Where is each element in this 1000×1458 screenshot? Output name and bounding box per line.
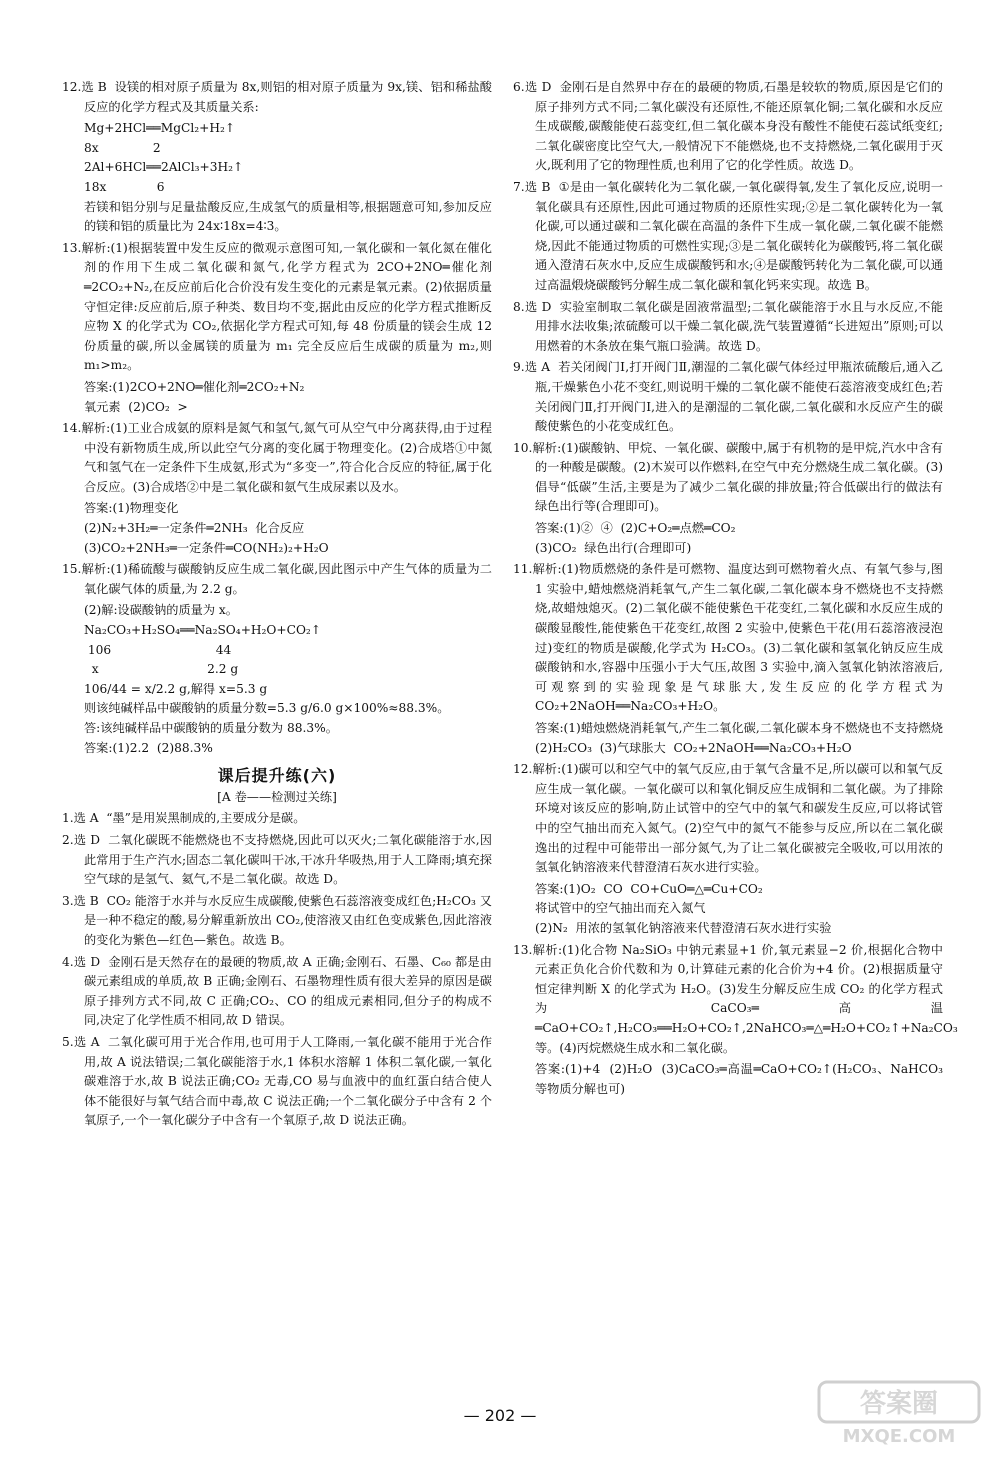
answer-a10: 10.解析:(1)碳酸钠、甲烷、一氧化碳、碳酸中,属于有机物的是甲烷,汽水中含有的一种酸是碳酸。(2)木炭可以作燃料,在空气中充分燃烧生成二氧化碳。(3)倡导“低碳”生活,主要是为了减少二氧化碳的排放量;符合低碳出行的做法有绿色出行等(合理即可)。 [513,440,943,514]
equation-line: 2Al+6HCl══2AlCl₃+3H₂↑ [84,160,244,175]
equation-line: Mg+2HCl══MgCl₂+H₂↑ [84,121,236,136]
answer-a4: 4.选 D 金刚石是天然存在的最硬的物质,故 A 正确;金刚石、石墨、C₆₀ 都是由碳元素组成的单质,故 B 正确;金刚石、石墨物理性质有很大差异的原因是碳原子排列方式不同,故 C 正确;CO₂、CO 的组成元素相同,但分子的构成不同,决定了化学性质不相同,故 D 错误。 [62,954,492,1028]
answer-a12-key: (2)N₂ 用浓的氢氧化钠溶液来代替澄清石灰水进行实验 [535,920,832,935]
answer-15: 15.解析:(1)稀硫酸与碳酸钠反应生成二氧化碳,因此图示中产生气体的质量为二氧化碳气体的质量,为 2.2 g。 [62,562,492,596]
equation-line: 8x 2 [84,140,161,155]
answer-15-step: 则该纯碱样品中碳酸钠的质量分数=5.3 g/6.0 g×100%≈88.3%。 [84,701,450,716]
answer-a11-key: 答案:(1)蜡烛燃烧消耗氧气,产生二氧化碳,二氧化碳本身不燃烧也不支持燃烧 (2)H₂CO₃ (3)气球胀大 CO₂+2NaOH══Na₂CO₃+H₂O [535,721,951,755]
answer-15-key: 答案:(1)2.2 (2)88.3% [84,740,213,755]
answer-a13: 13.解析:(1)化合物 Na₂SiO₃ 中钠元素显+1 价,氧元素显−2 价,根据化合物中元素正负化合价代数和为 0,计算硅元素的化合价为+4 价。(2)根据质量守恒定律判断 X 的化学式为 H₂O。(3)发生分解反应生成 CO₂ 的化学方程式为 CaCO₃═高温═CaO+CO₂↑,H₂CO₃══H₂O+CO₂↑,2NaHCO₃═△═H₂O+CO₂↑+Na₂CO₃ 等。(4)丙烷燃烧生成水和二氧化碳。 [513,942,962,1055]
answer-14-key: 答案:(1)物理变化 [84,501,179,516]
answer-14-key: (3)CO₂+2NH₃═一定条件═CO(NH₂)₂+H₂O [84,540,329,555]
answer-a10-key: 答案:(1)② ④ (2)C+O₂═点燃═CO₂ [535,521,736,536]
answer-13-key: 氧元素 (2)CO₂ > [84,399,188,414]
answer-a12-key: 将试管中的空气抽出而充入氮气 [535,901,706,916]
answer-a7: 7.选 B ①是由一氧化碳转化为二氧化碳,一氧化碳得氧,发生了氧化反应,说明一氧化碳具有还原性,因此可通过物质的还原性实现;②是二氧化碳转化为一氧化碳,可以通过碳和二氧化碳在高温的条件下生成一氧化碳,二氧化碳不能燃烧,因此不能通过物质的可燃性实现;③是二氧化碳转化为碳酸钙,将二氧化碳通入澄清石灰水中,反应生成碳酸钙和水;④是碳酸钙转化为二氧化碳,可以通过高温煅烧碳酸钙分解生成二氧化碳和氧化钙来实现。故选 B。 [513,179,943,292]
answer-a9: 9.选 A 若关闭阀门Ⅰ,打开阀门Ⅱ,潮湿的二氧化碳气体经过甲瓶浓硫酸后,通入乙瓶,干燥紫色小花不变红,则说明干燥的二氧化碳不能使石蕊溶液变成红色;若关闭阀门Ⅱ,打开阀门Ⅰ,进入的是潮湿的二氧化碳,二氧化碳和水反应产生的碳酸使紫色的小花变成红色。 [513,360,943,434]
answer-15-step: (2)解:设碳酸钠的质量为 x。 [84,603,238,618]
answer-13: 13.解析:(1)根据装置中发生反应的微观示意图可知,一氧化碳和一氧化氮在催化剂的作用下生成二氧化碳和氮气,化学方程式为 2CO+2NO═催化剂═2CO₂+N₂,在反应前后化合价没有发生变化的元素是氧元素。(2)依据质量守恒定律:反应前后,原子种类、数目均不变,据此由反应的化学方程式推断反应物 X 的化学式为 CO₂,依据化学方程式可知,每 48 份质量的镁会生成 12 份质量的碳,所以金属镁的质量为 m₁ 完全反应后生成碳的质量为 m₂,则 m₁>m₂。 [62,240,496,373]
page-number: — 202 — [463,1406,537,1425]
answer-12-conclusion: 若镁和铝分别与足量盐酸反应,生成氢气的质量相等,根据题意可知,参加反应的镁和铝的质量比为 24x∶18x=4∶3。 [84,199,492,234]
answer-12: 12.选 B 设镁的相对原子质量为 8x,则铝的相对原子质量为 9x,镁、铝和稀盐酸反应的化学方程式及其质量关系: [62,80,492,114]
equation-line: 106 44 [84,642,232,657]
section-title: 课后提升练(六) [217,766,337,786]
answer-a11: 11.解析:(1)物质燃烧的条件是可燃物、温度达到可燃物着火点、有氧气参与,图 1 实验中,蜡烛燃烧消耗氧气,产生二氧化碳,二氧化碳本身不燃烧也不支持燃烧,故蜡烛熄灭。(2)二氧化碳不能使紫色干花变红,二氧化碳和水反应生成的碳酸显酸性,能使紫色干花变红,故图 2 实验中,使紫色干花(用石蕊溶液浸泡过)变红的物质是碳酸,化学式为 H₂CO₃。(3)二氧化碳和氢氧化钠反应生成碳酸钠和水,容器中压强小于大气压,故图 3 实验中,滴入氢氧化钠浓溶液后,可观察到的实验现象是气球胀大,发生反应的化学方程式为 CO₂+2NaOH══Na₂CO₃+H₂O。 [513,562,947,714]
answer-a13-key: 答案:(1)+4 (2)H₂O (3)CaCO₃═高温═CaO+CO₂↑(H₂CO₃、NaHCO₃ 等物质分解也可) [535,1062,947,1096]
answer-a1: 1.选 A “墨”是用炭黑制成的,主要成分是碳。 [62,811,306,826]
answer-15-step: 答:该纯碱样品中碳酸钠的质量分数为 88.3%。 [84,721,338,735]
answer-a12-key: 答案:(1)O₂ CO CO+CuO═△═Cu+CO₂ [535,881,763,896]
right-column [513,78,962,1101]
equation-line: Na₂CO₃+H₂SO₄══Na₂SO₄+H₂O+CO₂↑ [84,623,322,638]
answer-a6: 6.选 D 金刚石是自然界中存在的最硬的物质,石墨是较软的物质,原因是它们的原子排列方式不同;二氧化碳没有还原性,不能还原氧化铜;二氧化碳和水反应生成碳酸,碳酸能使石蕊变红,但二氧化碳本身没有酸性不能使石蕊试纸变红;二氧化碳密度比空气大,一般情况下不能燃烧,也不支持燃烧,二氧化碳用于灭火,既利用了它的物理性质,也利用了它的化学性质。故选 D。 [513,80,943,173]
watermark-text: 答案圈 [859,1389,939,1419]
answer-a2: 2.选 D 二氧化碳既不能燃烧也不支持燃烧,因此可以灭火;二氧化碳能溶于水,因此常用于生产汽水;固态二氧化碳叫干冰,干冰升华吸热,用于人工降雨;填充探空气球的是氢气、氦气,不是二氧化碳。故选 D。 [62,832,492,887]
answer-a12: 12.解析:(1)碳可以和空气中的氧气反应,由于氧气含量不足,所以碳可以和氧气反应生成一氧化碳。一氧化碳可以和氧化铜反应生成铜和二氧化碳。为了排除环境对该反应的影响,防止试管中的空气中的氧气和碳发生反应,可以将试管中的空气抽出而充入氮气。(2)空气中的氮气不能参与反应,所以在二氧化碳逸出的过程中可能带出一部分氮气,为了让二氧化碳被完全吸收,可以用浓的氢氧化钠溶液来代替澄清石灰水进行实验。 [513,762,943,875]
equation-line: 106/44 = x/2.2 g,解得 x=5.3 g [84,681,268,696]
equation-line: 18x 6 [84,179,165,194]
answer-a3: 3.选 B CO₂ 能溶于水并与水反应生成碳酸,使紫色石蕊溶液变成红色;H₂CO₃ 又是一种不稳定的酸,易分解重新放出 CO₂,使溶液又由红色变成紫色,因此溶液的变化为紫色—红色—紫色。故选 B。 [62,893,492,947]
watermark-url: MXQE.COM [842,1426,956,1447]
answer-14-key: (2)N₂+3H₂═一定条件═2NH₃ 化合反应 [84,521,305,536]
answer-a8: 8.选 D 实验室制取二氧化碳是固液常温型;二氧化碳能溶于水且与水反应,不能用排水法收集;浓硫酸可以干燥二氧化碳,洗气装置遵循“长进短出”原则;可以用燃着的木条放在集气瓶口验满。故选 D。 [513,299,943,353]
answer-13-key: 答案:(1)2CO+2NO═催化剂═2CO₂+N₂ [84,379,305,394]
equation-line: x 2.2 g [84,662,239,677]
watermark-logo [815,1378,985,1448]
left-column [62,78,496,1133]
section-subtitle: [A 卷——检测过关练] [217,789,337,804]
answer-a5: 5.选 A 二氧化碳可用于光合作用,也可用于人工降雨,一氧化碳不能用于光合作用,故 A 说法错误;二氧化碳能溶于水,1 体积水溶解 1 体积二氧化碳,一氧化碳难溶于水,故 B 说法正确;CO₂ 无毒,CO 易与血液中的血红蛋白结合使人体不能很好与氧气结合而中毒,故 C 说法正确;一个二氧化碳分子中含有 2 个氧原子,一个一氧化碳分子中含有一个氧原子,故 D 说法正确。 [62,1034,492,1128]
answer-a10-key: (3)CO₂ 绿色出行(合理即可) [535,540,692,555]
answer-14: 14.解析:(1)工业合成氨的原料是氮气和氢气,氮气可从空气中分离获得,由于过程中没有新物质生成,所以此空气分离的变化属于物理变化。(2)合成塔①中氮气和氢气在一定条件下生成氨,形式为“多变一”,符合化合反应的特征,属于化合反应。(3)合成塔②中是二氧化碳和氨气生成尿素以及水。 [62,421,492,494]
